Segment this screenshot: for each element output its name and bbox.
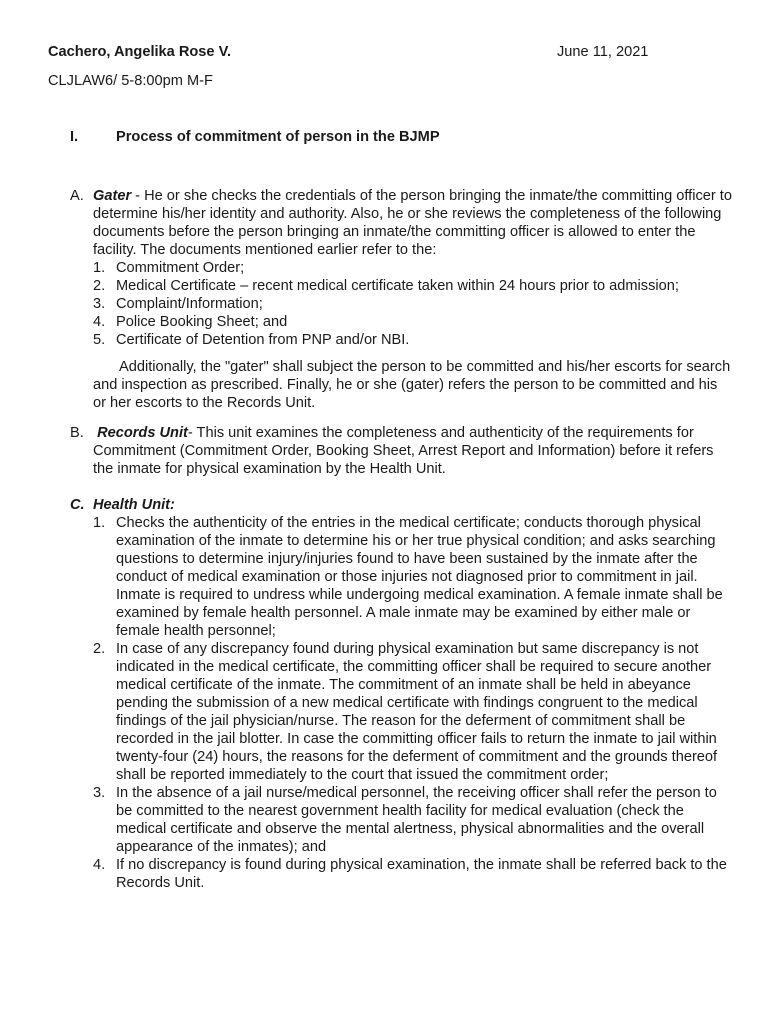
health-block bbox=[70, 496, 732, 892]
gater-term: Gater bbox=[93, 188, 132, 204]
list-item: 3. In the absence of a jail nurse/medical personnel, the receiving officer shall refer the person to be committed to the nearest government health facility for medical evaluation (check the medical certificate and observe the mental alertness, physical abnormalities and the overall appearance of the inmates); and bbox=[93, 785, 717, 855]
document-item-text: Commitment Order; bbox=[116, 260, 245, 276]
gater-additional: Additionally, the "gater" shall subject the person to be committed and his/her escorts for search and inspection as prescribed. Finally, he or she (gater) refers the person to be committed and his or her escorts to the Records Unit. bbox=[93, 359, 731, 411]
records-text: - This unit examines the completeness and authenticity of the requirements for Commitment (Commitment Order, Booking Sheet, Arrest Report and Information) before it refers the inmate for physical examination by the Health Unit. bbox=[93, 425, 714, 477]
class-info: CLJLAW6/ 5-8:00pm M-F bbox=[48, 73, 213, 89]
health-item-text: If no discrepancy is found during physical examination, the inmate shall be referred back to the Records Unit. bbox=[116, 857, 727, 891]
health-item-text: Checks the authenticity of the entries in the medical certificate; conducts thorough physical examination of the inmate to determine his or her true physical condition; and asks searching questions to determine injury/injuries found to have been sustained by the inmate after the conduct of medical examination or those injuries not diagnosed prior to commitment in jail. Inmate is required to undress while undergoing medical examination. A female inmate shall be examined by female health personnel. A male inmate may be examined by either male or female health personnel; bbox=[116, 515, 723, 639]
health-letter: C. bbox=[70, 497, 85, 513]
list-item: 1. Commitment Order; bbox=[93, 260, 245, 276]
author-name: Cachero, Angelika Rose V. bbox=[48, 44, 232, 60]
document-item-text: Certificate of Detention from PNP and/or NBI. bbox=[116, 332, 410, 348]
document-item-text: Complaint/Information; bbox=[116, 296, 263, 312]
list-item: 3. Complaint/Information; bbox=[93, 296, 263, 312]
gater-intro bbox=[93, 187, 732, 259]
document-item-text: Police Booking Sheet; and bbox=[116, 314, 288, 330]
list-item: 4. Police Booking Sheet; and bbox=[93, 314, 288, 330]
records-term: Records Unit bbox=[97, 425, 188, 441]
health-item-text: In the absence of a jail nurse/medical personnel, the receiving officer shall refer the person to be committed to the nearest government health facility for medical evaluation (check the medical certificate and observe the mental alertness, physical abnormalities and the overall appearance of the inmates); and bbox=[116, 785, 717, 855]
list-item: 1. Checks the authenticity of the entries in the medical certificate; conducts thorough physical examination of the inmate to determine his or her true physical condition; and asks searching questions to determine injury/injuries found to have been sustained by the inmate after the conduct of medical examination or those injuries not diagnosed prior to commitment in jail. Inmate is required to undress while undergoing medical examination. A female inmate shall be examined by female health personnel. A male inmate may be examined by either male or female health personnel; bbox=[93, 515, 723, 639]
gater-letter: A. bbox=[70, 188, 84, 204]
list-item: 2. In case of any discrepancy found during physical examination but same discrepancy is not indicated in the medical certificate, the committing officer shall be required to secure another medical certificate of the inmate. The commitment of an inmate shall be held in abeyance pending the submission of a new medical certificate with findings congruent to the medical findings of the jail physician/nurse. The reason for the deferment of commitment shall be recorded in the jail blotter. In case the committing officer fails to return the inmate to jail within twenty-four (24) hours, the reasons for the deferment of commitment and the grounds thereof shall be reported immediately to the court that issued the commitment order; bbox=[93, 641, 718, 783]
documents-list bbox=[93, 259, 732, 349]
document-item-text: Medical Certificate – recent medical certificate taken within 24 hours prior to admission; bbox=[116, 278, 679, 294]
gater-intro-text: - He or she checks the credentials of the person bringing the inmate/the committing officer to determine his/her identity and authority. Also, he or she reviews the completeness of the following documents before the person bringing an inmate/the committing officer is allowed to enter the facility. The documents mentioned earlier refer to the: bbox=[93, 188, 732, 258]
records-paragraph bbox=[93, 424, 732, 478]
section-number: I. bbox=[70, 129, 79, 145]
document-date: June 11, 2021 bbox=[557, 44, 649, 60]
records-block bbox=[70, 424, 732, 478]
section-heading bbox=[70, 128, 440, 146]
health-term: Health Unit: bbox=[93, 497, 175, 513]
health-item-text: In case of any discrepancy found during physical examination but same discrepancy is not indicated in the medical certificate, the committing officer shall be required to secure another medical certificate of the inmate. The commitment of an inmate shall be held in abeyance pending the submission of a new medical certificate with findings congruent to the medical findings of the jail physician/nurse. The reason for the deferment of commitment shall be recorded in the jail blotter. In case the committing officer fails to return the inmate to jail within twenty-four (24) hours, the reasons for the deferment of commitment and the grounds thereof shall be reported immediately to the court that issued the commitment order; bbox=[116, 641, 718, 783]
section-title: Process of commitment of person in the BJMP bbox=[116, 129, 440, 145]
gater-block bbox=[70, 187, 732, 412]
health-list bbox=[93, 514, 732, 892]
list-item: 4. If no discrepancy is found during physical examination, the inmate shall be referred back to the Records Unit. bbox=[93, 857, 727, 891]
list-item: 5. Certificate of Detention from PNP and/or NBI. bbox=[93, 332, 410, 348]
list-item: 2. Medical Certificate – recent medical certificate taken within 24 hours prior to admission; bbox=[93, 278, 679, 294]
records-letter: B. bbox=[70, 425, 84, 441]
